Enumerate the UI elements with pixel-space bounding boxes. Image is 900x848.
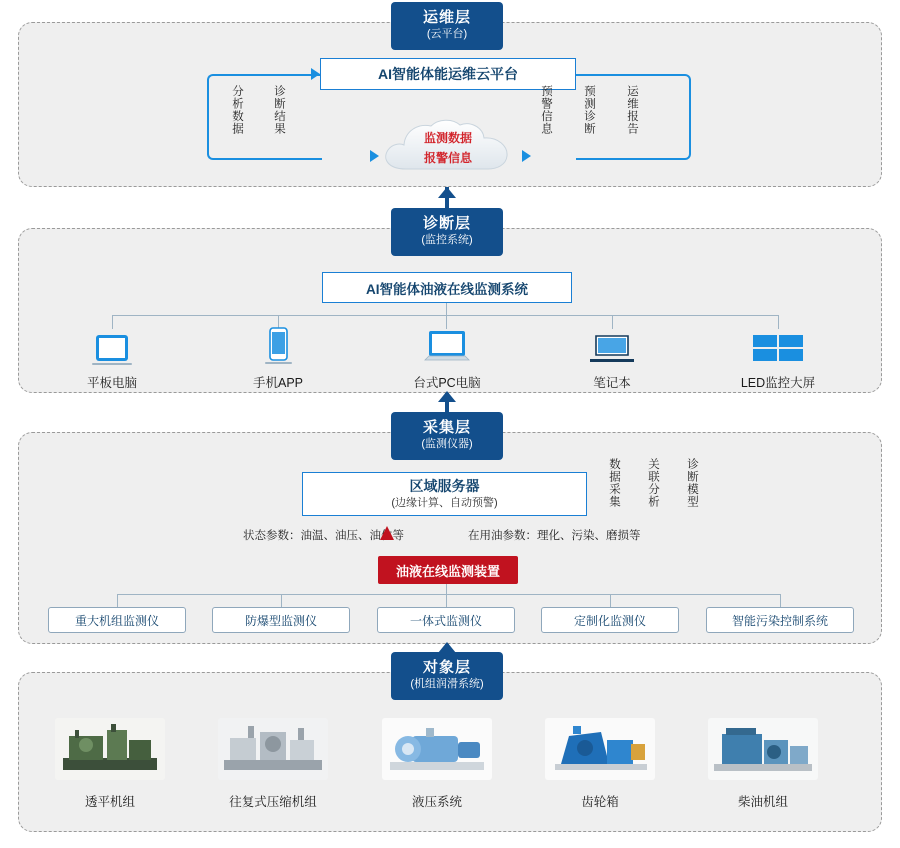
acq-label-correlation-analysis: 关联分析 bbox=[647, 458, 659, 508]
oil-online-monitoring-device-label: 油液在线监测装置 bbox=[395, 563, 500, 579]
badge-object-title: 对象层 bbox=[422, 659, 471, 676]
machine-label-reciprocating-compressor: 往复式压缩机组 bbox=[229, 795, 317, 809]
machine-label-gearbox: 齿轮箱 bbox=[581, 795, 619, 809]
cloud-label-alarm-info: 报警信息 bbox=[423, 151, 472, 165]
device-led-screen bbox=[718, 325, 838, 391]
monitoring-system-box bbox=[322, 272, 572, 303]
instrument-customized-monitor bbox=[541, 607, 679, 633]
acq-label-data-collection: 数据采集 bbox=[608, 458, 620, 508]
instrument-major-unit-monitor bbox=[48, 607, 186, 633]
tree-bus-diagnosis bbox=[112, 315, 778, 316]
badge-diagnosis-subtitle: (监控系统) bbox=[421, 234, 473, 246]
acq-label-diagnosis-model: 诊断模型 bbox=[686, 458, 698, 508]
tree-bus-acquisition bbox=[117, 594, 780, 595]
machine-label-diesel-genset: 柴油机组 bbox=[737, 795, 788, 809]
device-label-laptop: 笔记本 bbox=[593, 376, 631, 390]
machine-diesel-genset bbox=[683, 718, 843, 810]
instrument-label-4: 定制化监测仪 bbox=[573, 613, 646, 628]
instrument-label-5: 智能污染控制系统 bbox=[731, 613, 828, 628]
device-label-led-screen: LED监控大屏 bbox=[740, 376, 816, 390]
in-use-oil-parameters-text: 在用油参数：理化、污染、磨损等 bbox=[468, 530, 641, 542]
flow-arrow-into-cloud bbox=[370, 150, 379, 162]
badge-diagnosis-title: 诊断层 bbox=[422, 215, 471, 232]
data-flow-pipe-left bbox=[207, 74, 322, 160]
regional-server-box bbox=[302, 472, 587, 516]
hydraulic-system-photo bbox=[382, 718, 492, 780]
connector-arrow-up-1 bbox=[438, 187, 456, 198]
turbine-photo bbox=[55, 718, 165, 780]
machine-gearbox bbox=[520, 718, 680, 810]
ops-label-diagnosis-result: 诊断结果 bbox=[273, 85, 285, 135]
status-parameters-text: 状态参数：油温、油压、油位等 bbox=[243, 530, 404, 542]
device-tablet bbox=[52, 325, 172, 391]
badge-diagnosis-layer bbox=[391, 208, 503, 256]
flow-arrow-out-of-cloud bbox=[522, 150, 531, 162]
tree-stem-acquisition bbox=[446, 584, 447, 594]
device-label-desktop-pc: 台式PC电脑 bbox=[413, 376, 481, 390]
instrument-label-2: 防爆型监测仪 bbox=[244, 613, 317, 628]
machine-hydraulic-system bbox=[357, 718, 517, 810]
cloud-label-monitoring-data: 监测数据 bbox=[423, 131, 472, 145]
ops-label-analysis-data: 分析数据 bbox=[231, 85, 243, 135]
ops-label-ops-report: 运维报告 bbox=[626, 85, 638, 135]
device-desktop-pc bbox=[387, 325, 507, 391]
laptop-icon bbox=[552, 325, 672, 367]
cloud-shape bbox=[378, 117, 518, 173]
machine-label-turbine: 透平机组 bbox=[84, 795, 135, 809]
led-screen-icon bbox=[718, 325, 838, 367]
badge-acquisition-title: 采集层 bbox=[422, 419, 471, 436]
device-label-smartphone: 手机APP bbox=[252, 376, 303, 390]
tablet-icon bbox=[52, 325, 172, 367]
badge-operations-layer bbox=[391, 2, 503, 50]
tree-drop-i4 bbox=[610, 594, 611, 607]
instrument-smart-contamination-control bbox=[706, 607, 854, 633]
machine-label-hydraulic-system: 液压系统 bbox=[411, 795, 462, 809]
cloud-platform-box bbox=[320, 58, 576, 90]
upload-arrow-icon bbox=[380, 526, 394, 540]
badge-operations-subtitle: (云平台) bbox=[426, 28, 468, 40]
badge-acquisition-subtitle: (监测仪器) bbox=[421, 438, 473, 450]
monitoring-system-title: AI智能体油液在线监测系统 bbox=[366, 281, 528, 297]
instrument-label-1: 重大机组监测仪 bbox=[74, 613, 159, 628]
connector-arrow-up-2 bbox=[438, 391, 456, 402]
oil-online-monitoring-device-bar bbox=[378, 556, 518, 584]
regional-server-title: 区域服务器 bbox=[409, 478, 480, 494]
tree-drop-i5 bbox=[780, 594, 781, 607]
tree-drop-i2 bbox=[281, 594, 282, 607]
instrument-explosion-proof-monitor bbox=[212, 607, 350, 633]
device-laptop bbox=[552, 325, 672, 391]
device-label-tablet: 平板电脑 bbox=[86, 376, 137, 390]
tree-drop-i3 bbox=[446, 594, 447, 607]
flow-arrow-into-platform bbox=[311, 68, 320, 80]
tree-stem-diagnosis bbox=[446, 303, 447, 315]
badge-object-subtitle: (机组润滑系统) bbox=[410, 678, 484, 690]
device-smartphone bbox=[218, 325, 338, 391]
diesel-genset-photo bbox=[708, 718, 818, 780]
ops-label-predictive-diagnosis: 预测诊断 bbox=[583, 85, 595, 135]
badge-object-layer bbox=[391, 652, 503, 700]
machine-reciprocating-compressor bbox=[193, 718, 353, 810]
tree-drop-i1 bbox=[117, 594, 118, 607]
ops-label-warning-info: 预警信息 bbox=[540, 85, 552, 135]
badge-operations-title: 运维层 bbox=[422, 9, 471, 26]
smartphone-icon bbox=[218, 325, 338, 367]
badge-acquisition-layer bbox=[391, 412, 503, 460]
instrument-label-3: 一体式监测仪 bbox=[409, 613, 482, 628]
gearbox-photo bbox=[545, 718, 655, 780]
instrument-integrated-monitor bbox=[377, 607, 515, 633]
regional-server-subtitle: (边缘计算、自动预警) bbox=[391, 497, 498, 509]
cloud-platform-title: AI智能体能运维云平台 bbox=[378, 66, 518, 82]
machine-turbine bbox=[30, 718, 190, 810]
reciprocating-compressor-photo bbox=[218, 718, 328, 780]
desktop-pc-icon bbox=[387, 325, 507, 367]
